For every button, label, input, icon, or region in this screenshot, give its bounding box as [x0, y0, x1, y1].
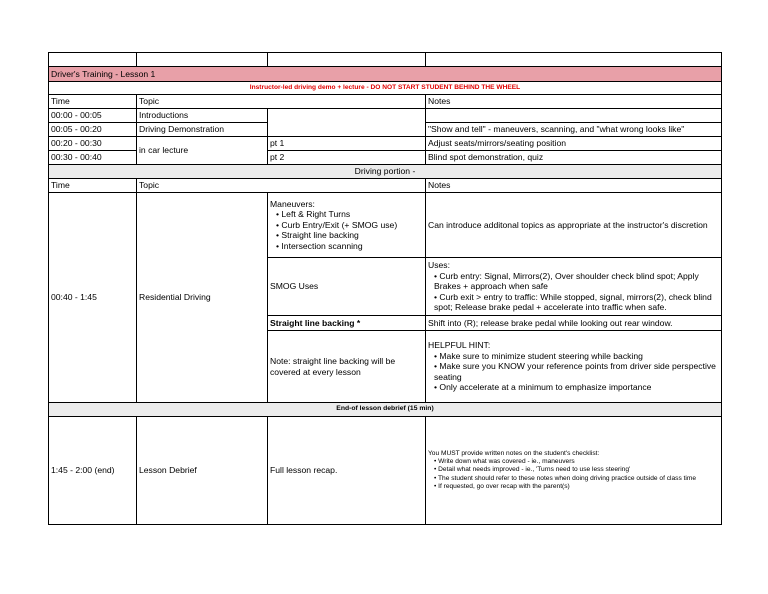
smog-note-item: • Curb entry: Signal, Mirrors(2), Over shoulder check blind spot; Apply Brakes + approach when safe	[434, 270, 699, 292]
maneuver-item: • Straight line backing	[276, 230, 359, 241]
warning-banner[interactable]: Instructor-led driving demo + lecture - DO NOT START STUDENT BEHIND THE WHEEL	[49, 82, 722, 95]
cell[interactable]	[426, 53, 722, 67]
smog-cell[interactable]: SMOG Uses	[268, 258, 426, 316]
maneuvers-title: Maneuvers:	[270, 198, 315, 209]
cell[interactable]	[49, 53, 137, 67]
topic-cell[interactable]: Driving Demonstration	[137, 123, 268, 137]
debrief-section-header[interactable]: End-of lesson debrief (15 min)	[49, 403, 722, 417]
notes-cell[interactable]: Adjust seats/mirrors/seating position	[426, 137, 722, 151]
hint-title: HELPFUL HINT:	[428, 340, 491, 351]
part-cell[interactable]: pt 1	[268, 137, 426, 151]
debrief-note-item: • Write down what was covered - ie., maneuvers	[434, 458, 575, 466]
empty-cell[interactable]	[268, 109, 426, 137]
hint-item: • Make sure you KNOW your reference points from driver side perspective seating	[434, 361, 716, 382]
section-row	[49, 403, 722, 417]
schedule-row	[49, 109, 722, 123]
notes-cell[interactable]: Blind spot demonstration, quiz	[426, 151, 722, 165]
smog-notes[interactable]	[426, 258, 722, 316]
part-cell[interactable]: pt 2	[268, 151, 426, 165]
time-cell[interactable]: 1:45 - 2:00 (end)	[49, 417, 137, 525]
header-row	[49, 95, 722, 109]
hint-notes[interactable]	[426, 331, 722, 403]
header-topic[interactable]: Topic	[137, 179, 426, 193]
maneuvers-row	[49, 193, 722, 258]
summary-cell[interactable]: Full lesson recap.	[268, 417, 426, 525]
maneuver-item: • Curb Entry/Exit (+ SMOG use)	[276, 219, 398, 230]
topic-cell[interactable]: Introductions	[137, 109, 268, 123]
section-row	[49, 165, 722, 179]
debrief-row	[49, 417, 722, 525]
debrief-note-item: • Detail what needs improved - ie., 'Turns need to use less steering'	[434, 466, 631, 474]
debrief-note-item: • The student should refer to these notes when doing driving practice outside of class time	[434, 474, 697, 482]
header-notes[interactable]: Notes	[426, 95, 722, 109]
debrief-notes-title: You MUST provide written notes on the student's checklist:	[428, 450, 600, 458]
blank-row	[49, 53, 722, 67]
topic-cell[interactable]: in car lecture	[137, 137, 268, 165]
cell[interactable]	[268, 53, 426, 67]
topic-cell[interactable]: Residential Driving	[137, 193, 268, 403]
hint-item: • Only accelerate at a minimum to emphasize importance	[434, 382, 652, 393]
warning-row	[49, 82, 722, 95]
debrief-notes[interactable]	[426, 417, 722, 525]
header-time[interactable]: Time	[49, 95, 137, 109]
driving-section-header[interactable]: Driving portion -	[49, 165, 722, 179]
maneuvers-notes[interactable]: Can introduce additonal topics as appropriate at the instructor's discretion	[426, 193, 722, 258]
maneuvers-cell[interactable]	[268, 193, 426, 258]
schedule-row	[49, 137, 722, 151]
lesson-plan-table	[48, 52, 722, 525]
backing-cell[interactable]: Straight line backing *	[268, 316, 426, 331]
header-time[interactable]: Time	[49, 179, 137, 193]
backing-notes[interactable]: Shift into (R); release brake pedal while looking out rear window.	[426, 316, 722, 331]
maneuver-item: • Intersection scanning	[276, 240, 363, 251]
smog-note-item: • Curb exit > entry to traffic: While stopped, signal, mirrors(2), check blind spot; Release brake pedal + accelerate into traffic when safe.	[434, 291, 712, 313]
notes-cell[interactable]	[426, 109, 722, 123]
header-row	[49, 179, 722, 193]
time-cell[interactable]: 00:05 - 00:20	[49, 123, 137, 137]
title-row	[49, 67, 722, 82]
backing-footnote[interactable]: Note: straight line backing will be covered at every lesson	[268, 331, 426, 403]
hint-item: • Make sure to minimize student steering while backing	[434, 350, 643, 361]
time-cell[interactable]: 00:40 - 1:45	[49, 193, 137, 403]
debrief-note-item: • If requested, go over recap with the parent(s)	[434, 482, 570, 490]
time-cell[interactable]: 00:00 - 00:05	[49, 109, 137, 123]
header-notes[interactable]: Notes	[426, 179, 722, 193]
time-cell[interactable]: 00:20 - 00:30	[49, 137, 137, 151]
header-topic[interactable]: Topic	[137, 95, 426, 109]
time-cell[interactable]: 00:30 - 00:40	[49, 151, 137, 165]
sheet-title[interactable]: Driver's Training - Lesson 1	[49, 67, 722, 82]
smog-notes-title: Uses:	[428, 260, 450, 271]
maneuver-item: • Left & Right Turns	[276, 209, 351, 220]
cell[interactable]	[137, 53, 268, 67]
notes-cell[interactable]: "Show and tell" - maneuvers, scanning, and "what wrong looks like"	[426, 123, 722, 137]
topic-cell[interactable]: Lesson Debrief	[137, 417, 268, 525]
